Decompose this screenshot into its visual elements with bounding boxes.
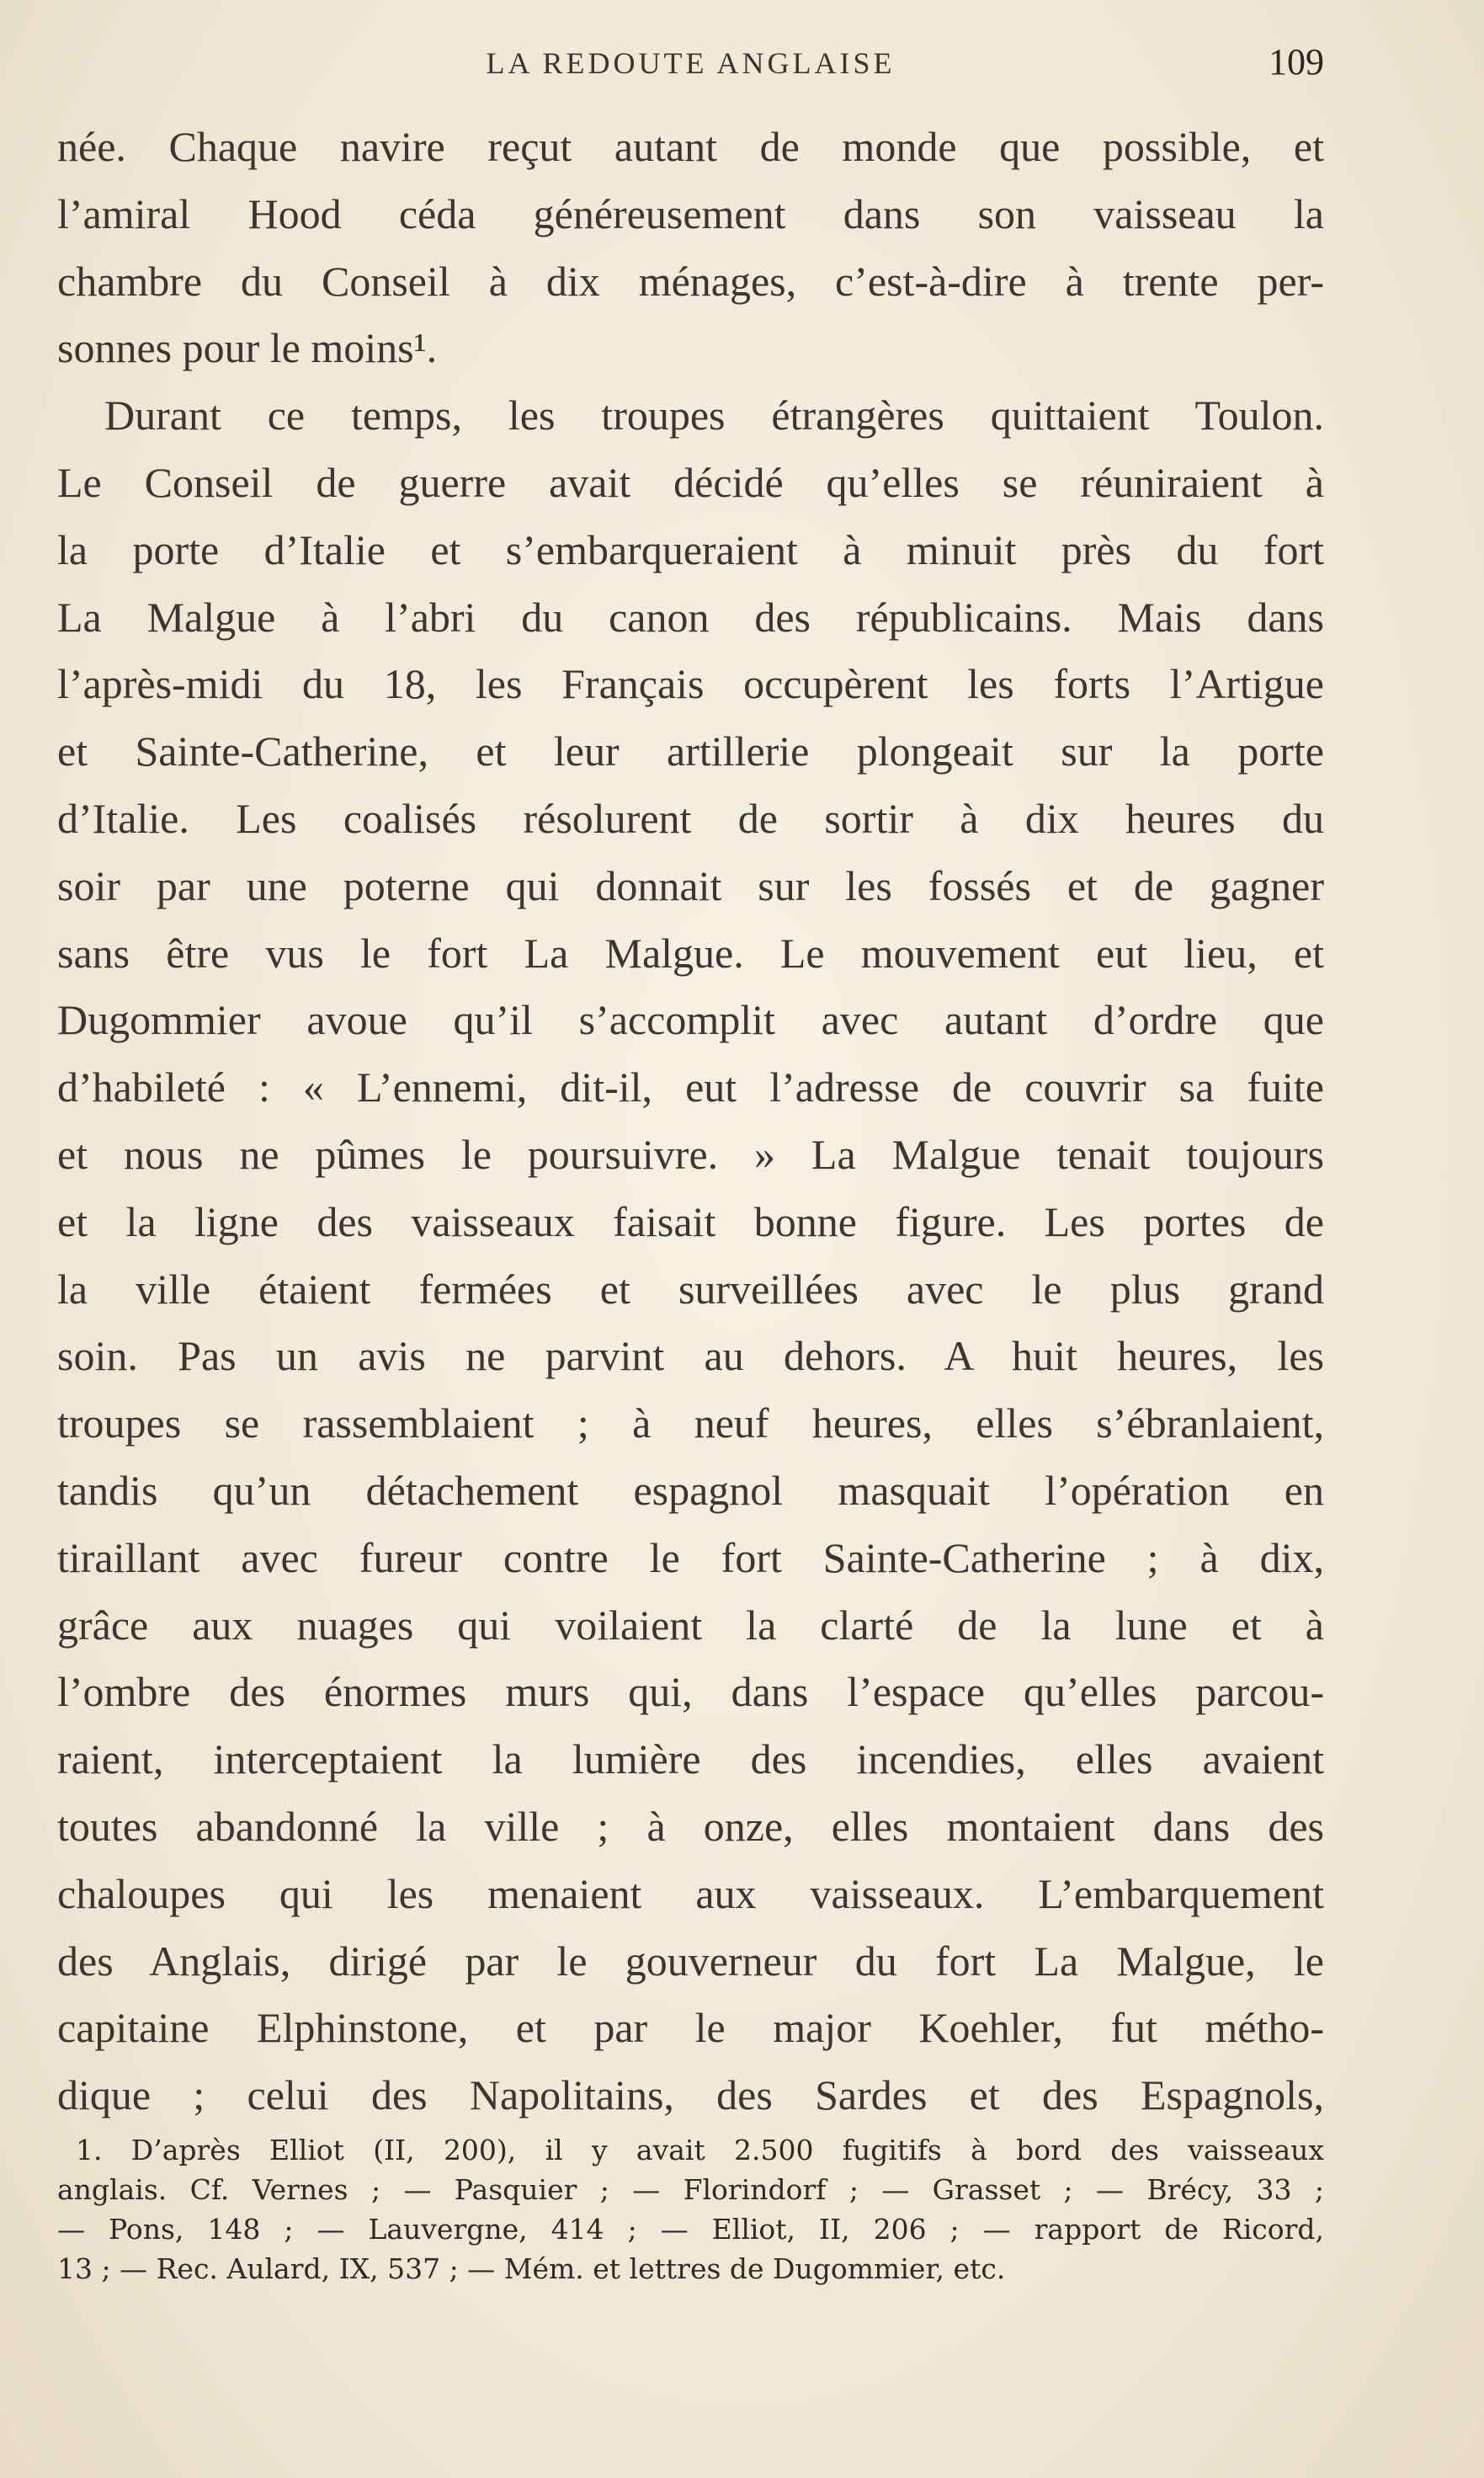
text-line: tandis qu’un détachement espagnol masquait l’opération en: [57, 1466, 1324, 1514]
footnote-line: 1. D’après Elliot (II, 200), il y avait 2.500 fugitifs à bord des vaisseaux: [76, 2134, 1324, 2166]
text-line: soir par une poterne qui donnait sur les fossés et de gagner: [57, 861, 1324, 909]
text-line: chaloupes qui les menaient aux vaisseaux. L’embarquement: [57, 1869, 1324, 1917]
text-line: raient, interceptaient la lumière des incendies, elles avaient: [57, 1735, 1324, 1783]
page-header: [57, 40, 1324, 91]
text-line: tiraillant avec fureur contre le fort Sainte-Catherine ; à dix,: [57, 1533, 1324, 1581]
text-line: née. Chaque navire reçut autant de monde que possible, et: [57, 123, 1324, 170]
text-line: troupes se rassemblaient ; à neuf heures, elles s’ébranlaient,: [57, 1399, 1324, 1447]
text-line: d’habileté : « L’ennemi, dit-il, eut l’adresse de couvrir sa fuite: [57, 1063, 1324, 1111]
footnote-line: 13 ; — Rec. Aulard, IX, 537 ; — Mém. et lettres de Dugommier, etc.: [57, 2252, 1006, 2285]
text-line: d’Italie. Les coalisés résolurent de sortir à dix heures du: [57, 794, 1324, 842]
text-line: des Anglais, dirigé par le gouverneur du fort La Malgue, le: [57, 1937, 1324, 1985]
running-head: LA REDOUTE ANGLAISE: [486, 46, 896, 80]
text-line: dique ; celui des Napolitains, des Sardes et des Espagnols,: [57, 2071, 1324, 2119]
page-number: 109: [1269, 41, 1324, 83]
text-line: l’ombre des énormes murs qui, dans l’espace qu’elles parcou-: [57, 1668, 1324, 1716]
text-line: toutes abandonné la ville ; à onze, elles montaient dans des: [57, 1802, 1324, 1850]
text-line: grâce aux nuages qui voilaient la clarté de la lune et à: [57, 1601, 1324, 1649]
text-line: sonnes pour le moins¹.: [57, 324, 438, 372]
text-line: soin. Pas un avis ne parvint au dehors. A huit heures, les: [57, 1332, 1324, 1380]
text-line: la porte d’Italie et s’embarqueraient à minuit près du fort: [57, 525, 1324, 573]
footnotes: [57, 2130, 1324, 2289]
footnote-line: — Pons, 148 ; — Lauvergne, 414 ; — Elliot, II, 206 ; — rapport de Ricord,: [57, 2213, 1324, 2246]
footnote-line: anglais. Cf. Vernes ; — Pasquier ; — Florindorf ; — Grasset ; — Brécy, 33 ;: [57, 2173, 1324, 2206]
body-text: [57, 114, 1324, 2129]
text-line: et la ligne des vaisseaux faisait bonne figure. Les portes de: [57, 1197, 1324, 1245]
text-line: Dugommier avoue qu’il s’accomplit avec autant d’ordre que: [57, 996, 1324, 1044]
text-line: l’amiral Hood céda généreusement dans son vaisseau la: [57, 189, 1324, 237]
text-line: capitaine Elphinstone, et par le major Koehler, fut métho-: [57, 2004, 1324, 2052]
text-line: sans être vus le fort La Malgue. Le mouvement eut lieu, et: [57, 929, 1324, 977]
text-line: et Sainte-Catherine, et leur artillerie plongeait sur la porte: [57, 727, 1324, 775]
text-line: La Malgue à l’abri du canon des républicains. Mais dans: [57, 593, 1324, 641]
text-line: Le Conseil de guerre avait décidé qu’elles se réuniraient à: [57, 458, 1324, 506]
text-line: et nous ne pûmes le poursuivre. » La Malgue tenait toujours: [57, 1130, 1324, 1178]
text-line: chambre du Conseil à dix ménages, c’est-à-dire à trente per-: [57, 257, 1324, 305]
text-line: la ville étaient fermées et surveillées avec le plus grand: [57, 1265, 1324, 1313]
text-line: Durant ce temps, les troupes étrangères quittaient Toulon.: [104, 392, 1324, 440]
text-line: l’après-midi du 18, les Français occupèrent les forts l’Artigue: [57, 660, 1324, 708]
